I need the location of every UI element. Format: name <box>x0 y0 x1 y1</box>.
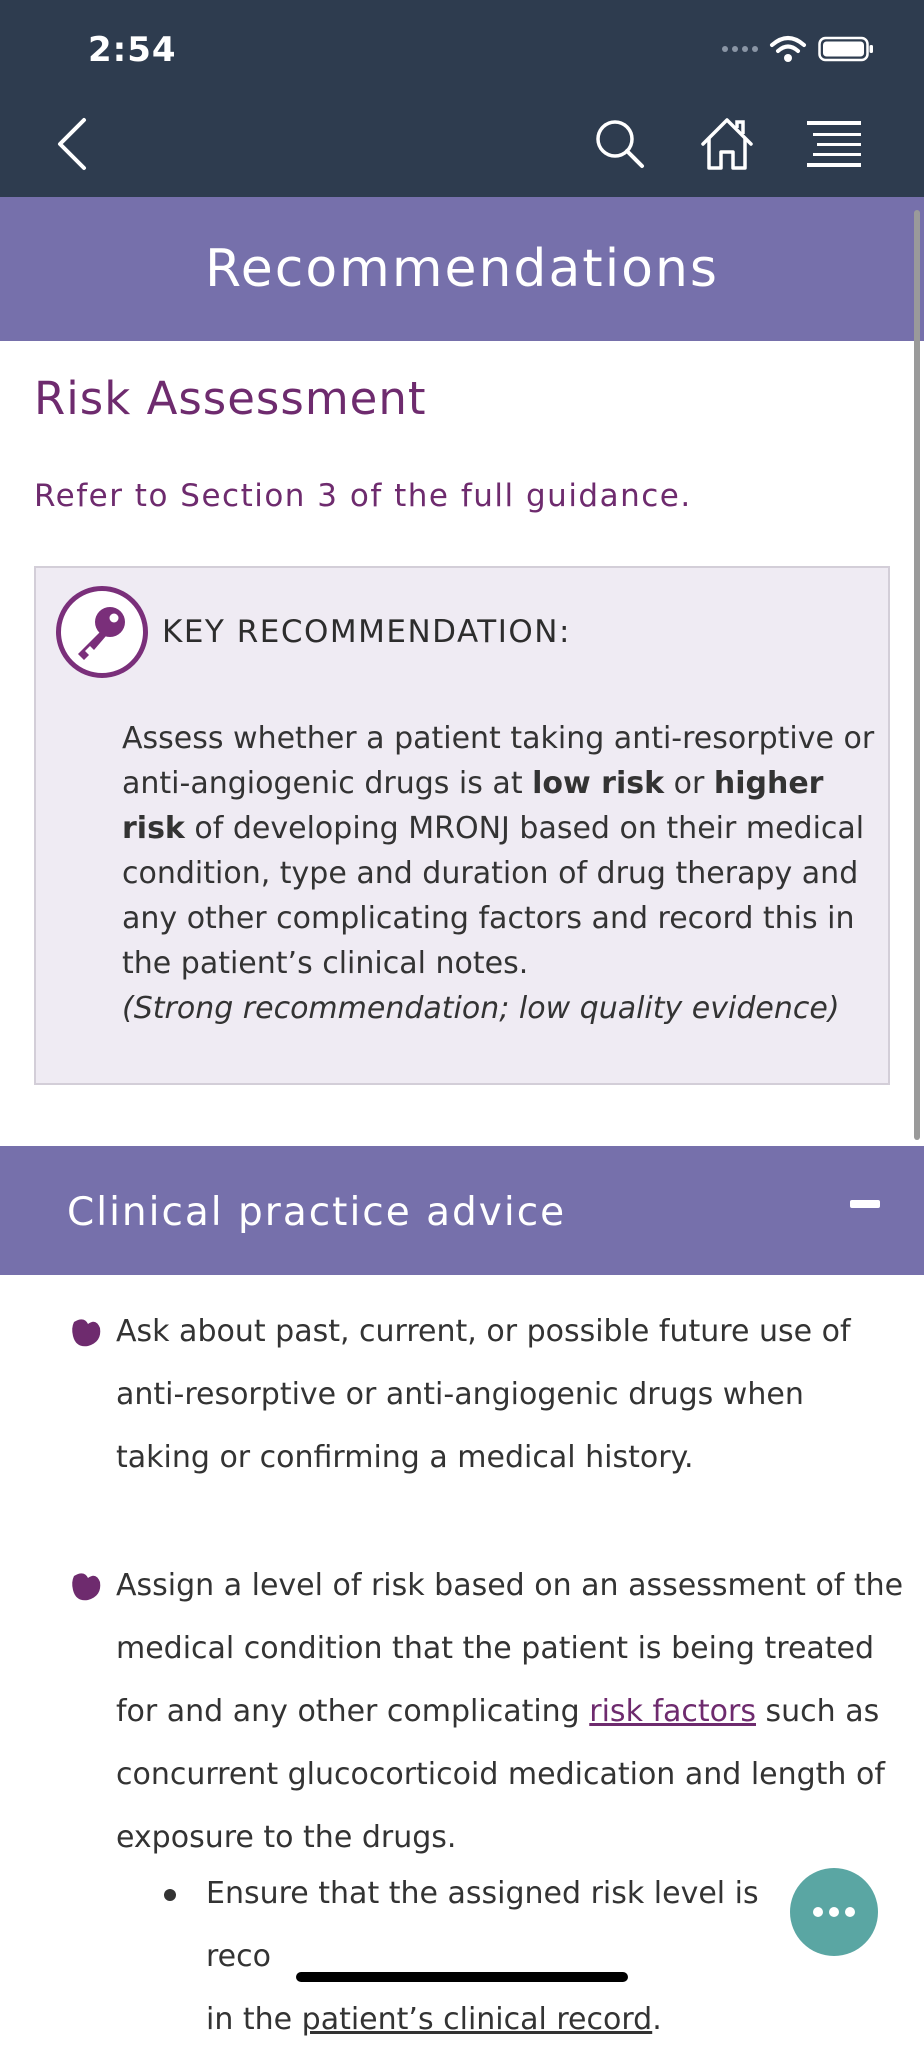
clinical-advice-header[interactable] <box>0 1146 924 1275</box>
scrollbar[interactable] <box>914 210 920 1140</box>
higher-risk-term: higher risk <box>122 766 824 846</box>
wifi-icon <box>770 35 806 63</box>
risk-factors-link[interactable]: risk factors <box>589 1694 756 1729</box>
more-dots-icon <box>813 1907 823 1917</box>
key-recommendation-box <box>34 566 890 1085</box>
leaf-bullet-icon <box>70 1570 102 1602</box>
battery-icon <box>818 35 874 63</box>
back-button[interactable] <box>42 114 102 174</box>
sub-item-text: Ensure that the assigned risk level is reco in the patient’s clinical record. <box>206 1876 759 2037</box>
key-recommendation-label: KEY RECOMMENDATION: <box>162 614 571 650</box>
home-button[interactable] <box>697 114 757 174</box>
page-banner <box>0 197 924 341</box>
evidence-citation: (Strong recommendation; low quality evidence) <box>122 991 840 1026</box>
home-icon <box>699 116 755 172</box>
signal-icon <box>722 46 758 52</box>
search-button[interactable] <box>590 114 650 174</box>
low-risk-term: low risk <box>532 766 665 801</box>
status-icons <box>722 32 874 66</box>
top-bar <box>0 0 924 197</box>
bullet-dot-icon <box>164 1889 176 1901</box>
key-icon <box>56 586 148 678</box>
chevron-left-icon <box>54 116 90 172</box>
home-indicator[interactable] <box>296 1972 628 1982</box>
advice-text: Ask about past, current, or possible future use of anti-resorptive or anti-angiogenic drugs when taking or confirming a medical history. <box>116 1314 851 1475</box>
search-icon <box>594 118 646 170</box>
page-title: Recommendations <box>204 239 720 299</box>
menu-button[interactable] <box>804 114 864 174</box>
collapse-icon[interactable] <box>850 1200 880 1208</box>
key-recommendation-text: Assess whether a patient taking anti-resorptive or anti-angiogenic drugs is at low risk or higher risk of developing MRONJ based on their medical condition, type and duration of drug therapy and any other complicating factors and record this in the patient’s clinical notes. (Strong recommendation; low quality evidence) <box>122 716 882 1031</box>
more-options-button[interactable] <box>790 1868 878 1956</box>
section-reference: Refer to Section 3 of the full guidance. <box>34 478 692 514</box>
menu-icon <box>807 119 861 169</box>
status-time: 2:54 <box>88 30 177 70</box>
clinical-advice-title: Clinical practice advice <box>67 1190 567 1235</box>
clinical-record-link[interactable]: patient’s clinical record <box>301 2002 653 2037</box>
advice-text: Assign a level of risk based on an assessment of the medical condition that the patient is being treated for and any other complicating risk factors such as concurrent glucocorticoid medication and length of exposure to the drugs. <box>116 1568 904 1855</box>
section-title: Risk Assessment <box>34 372 427 425</box>
leaf-bullet-icon <box>70 1316 102 1348</box>
